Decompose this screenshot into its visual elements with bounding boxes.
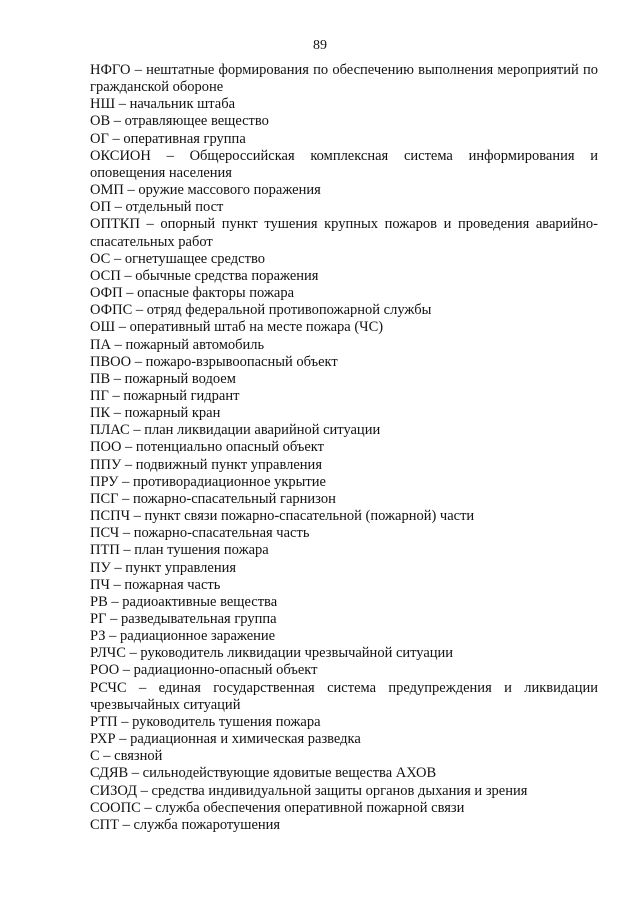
- abbreviation-entry: ПК – пожарный кран: [90, 405, 221, 422]
- abbreviation-entry: ОП – отдельный пост: [90, 199, 224, 216]
- abbreviation-entry: ПВ – пожарный водоем: [90, 370, 236, 387]
- abbreviation-entry: ПЧ – пожарная часть: [90, 576, 221, 593]
- abbreviation-entry: ОГ – оперативная группа: [90, 130, 246, 147]
- abbreviation-entry: ОВ – отравляющее вещество: [90, 113, 269, 130]
- abbreviation-entry: СПТ – служба пожаротушения: [90, 816, 281, 833]
- abbreviation-entry: ПРУ – противорадиационное укрытие: [90, 473, 326, 490]
- abbreviation-entry: ПСПЧ – пункт связи пожарно-спасательной (пожарной) части: [90, 508, 475, 525]
- abbreviation-entry: ПГ – пожарный гидрант: [90, 387, 240, 404]
- abbreviation-entry: РЛЧС – руководитель ликвидации чрезвычайной ситуации: [90, 645, 454, 662]
- abbreviation-entry: ПЛАС – план ликвидации аварийной ситуации: [90, 422, 381, 439]
- abbreviation-entry: С – связной: [90, 748, 163, 765]
- abbreviation-entry: ОСП – обычные средства поражения: [90, 267, 319, 284]
- abbreviation-entry: ОКСИОН – Общероссийская комплексная система информирования и оповещения населения: [90, 147, 598, 181]
- abbreviation-entry: РХР – радиационная и химическая разведка: [90, 731, 361, 748]
- abbreviation-entry: РСЧС – единая государственная система предупреждения и ликвидации чрезвычайных ситуаций: [90, 679, 598, 713]
- abbreviation-entry: СДЯВ – сильнодействующие ядовитые вещества АХОВ: [90, 765, 437, 782]
- abbreviation-entry: ПСЧ – пожарно-спасательная часть: [90, 525, 310, 542]
- abbreviation-entry: ОФПС – отряд федеральной противопожарной службы: [90, 302, 432, 319]
- abbreviation-entry: РГ – разведывательная группа: [90, 611, 277, 627]
- abbreviation-list: [90, 62, 598, 834]
- abbreviation-entry: ОФП – опасные факторы пожара: [90, 285, 295, 302]
- abbreviation-entry: НФГО – нештатные формирования по обеспечению выполнения мероприятий по гражданской обороне: [90, 62, 598, 96]
- abbreviation-entry: ОМП – оружие массового поражения: [90, 182, 321, 199]
- abbreviation-entry: ОШ – оперативный штаб на месте пожара (ЧС): [90, 319, 384, 336]
- abbreviation-entry: РОО – радиационно-опасный объект: [90, 662, 318, 679]
- abbreviation-entry: ПСГ – пожарно-спасательный гарнизон: [90, 490, 336, 507]
- abbreviation-entry: СООПС – служба обеспечения оперативной пожарной связи: [90, 799, 465, 816]
- abbreviation-entry: РТП – руководитель тушения пожара: [90, 713, 321, 730]
- abbreviation-entry: ПА – пожарный автомобиль: [90, 336, 265, 353]
- abbreviation-entry: НШ – начальник штаба: [90, 96, 236, 113]
- abbreviation-entry: ПВОО – пожаро-взрывоопасный объект: [90, 353, 338, 370]
- abbreviation-entry: РВ – радиоактивные вещества: [90, 593, 278, 610]
- page-number: 89: [313, 38, 327, 53]
- abbreviation-entry: ОПТКП – опорный пункт тушения крупных пожаров и проведения аварийно-спасательных работ: [90, 216, 598, 250]
- abbreviation-entry: ОС – огнетушащее средство: [90, 250, 265, 267]
- abbreviation-entry: ПУ – пункт управления: [90, 559, 237, 576]
- abbreviation-entry: ППУ – подвижный пункт управления: [90, 456, 322, 473]
- abbreviation-entry: РЗ – радиационное заражение: [90, 628, 276, 645]
- abbreviation-entry: ПТП – план тушения пожара: [90, 542, 269, 559]
- abbreviation-entry: СИЗОД – средства индивидуальной защиты органов дыхания и зрения: [90, 782, 528, 799]
- abbreviation-entry: ПОО – потенциально опасный объект: [90, 439, 324, 456]
